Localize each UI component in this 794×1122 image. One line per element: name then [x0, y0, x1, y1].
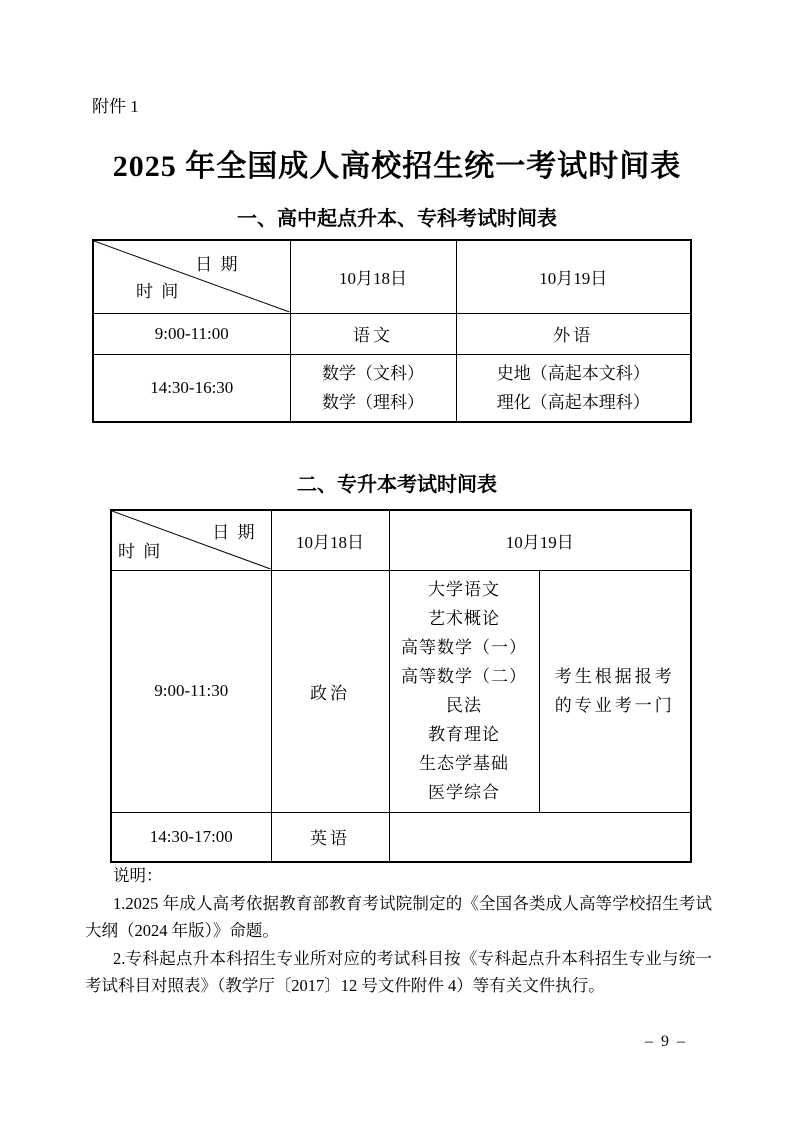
table-gaoqidian: [92, 239, 692, 423]
table-row: [93, 354, 691, 422]
subject-cell: 政治: [271, 570, 389, 812]
note-item-2: 2.专科起点升本科招生专业所对应的考试科目按《专科起点升本科招生专业与统一考试科目对照表》（教学厅〔2017〕12 号文件附件 4）等有关文件执行。: [85, 948, 712, 995]
subject-line: 生态学基础: [419, 754, 509, 773]
exam-note-line: 的专业考一门: [554, 696, 675, 715]
subject-line: 理化（高起本理科）: [496, 392, 650, 412]
corner-header: [112, 511, 271, 569]
corner-time-label: 时 间: [136, 282, 181, 302]
diagonal-line: [94, 241, 290, 312]
corner-date-label: 日 期: [212, 523, 257, 543]
section2-heading: 二、专升本考试时间表: [297, 474, 497, 496]
corner-header: [94, 241, 290, 312]
subject-cell: [290, 354, 456, 422]
attachment-label: 附件 1: [92, 97, 139, 116]
date-column-header-oct19: 10月19日: [389, 510, 691, 570]
exam-note-cell: [539, 570, 691, 812]
table-zhuanshengben: [110, 509, 692, 863]
notes-section: [85, 862, 712, 1000]
time-cell: 14:30-17:00: [111, 812, 271, 862]
subject-line: 高等数学（二）: [401, 667, 527, 686]
document-title: 2025 年全国成人高校招生统一考试时间表: [112, 150, 682, 183]
date-column-header-oct18: 10月18日: [271, 510, 389, 570]
subjects-list-cell: [389, 570, 539, 812]
section1-heading: 一、高中起点升本、专科考试时间表: [237, 208, 557, 230]
note-item-1: 1.2025 年成人高考依据教育部教育考试院制定的《全国各类成人高等学校招生考试大纲（2024 年版）》命题。: [85, 893, 712, 940]
table-row: [111, 570, 691, 812]
exam-note-line: 考生根据报考: [554, 667, 675, 686]
corner-header-cell: [93, 240, 290, 313]
date-column-header-oct19: 10月19日: [456, 240, 691, 313]
subject-line: 史地（高起本文科）: [496, 363, 650, 383]
subject-line: 高等数学（一）: [401, 638, 527, 657]
table-row: [93, 313, 691, 354]
subject-line: 医学综合: [428, 783, 500, 802]
time-cell: 14:30-16:30: [93, 354, 290, 422]
notes-label: 说明：: [113, 866, 163, 885]
subject-line: 大学语文: [428, 580, 500, 599]
subject-line: 数学（文科）: [322, 363, 424, 383]
date-column-header-oct18: 10月18日: [290, 240, 456, 313]
subject-line: 艺术概论: [428, 609, 500, 628]
subject-line: 民法: [446, 696, 482, 715]
table-row: [111, 812, 691, 862]
empty-cell: [389, 812, 691, 862]
time-cell: 9:00-11:30: [111, 570, 271, 812]
subject-cell: [456, 354, 691, 422]
subject-cell: 语文: [290, 313, 456, 354]
corner-header-cell: [111, 510, 271, 570]
subject-line: 教育理论: [428, 725, 500, 744]
page-number: – 9 –: [645, 1033, 687, 1050]
subject-cell: 英语: [271, 812, 389, 862]
corner-time-label: 时 间: [118, 542, 163, 562]
subject-line: 数学（理科）: [322, 392, 424, 412]
corner-date-label: 日 期: [195, 255, 240, 275]
subject-cell: 外语: [456, 313, 691, 354]
time-cell: 9:00-11:00: [93, 313, 290, 354]
